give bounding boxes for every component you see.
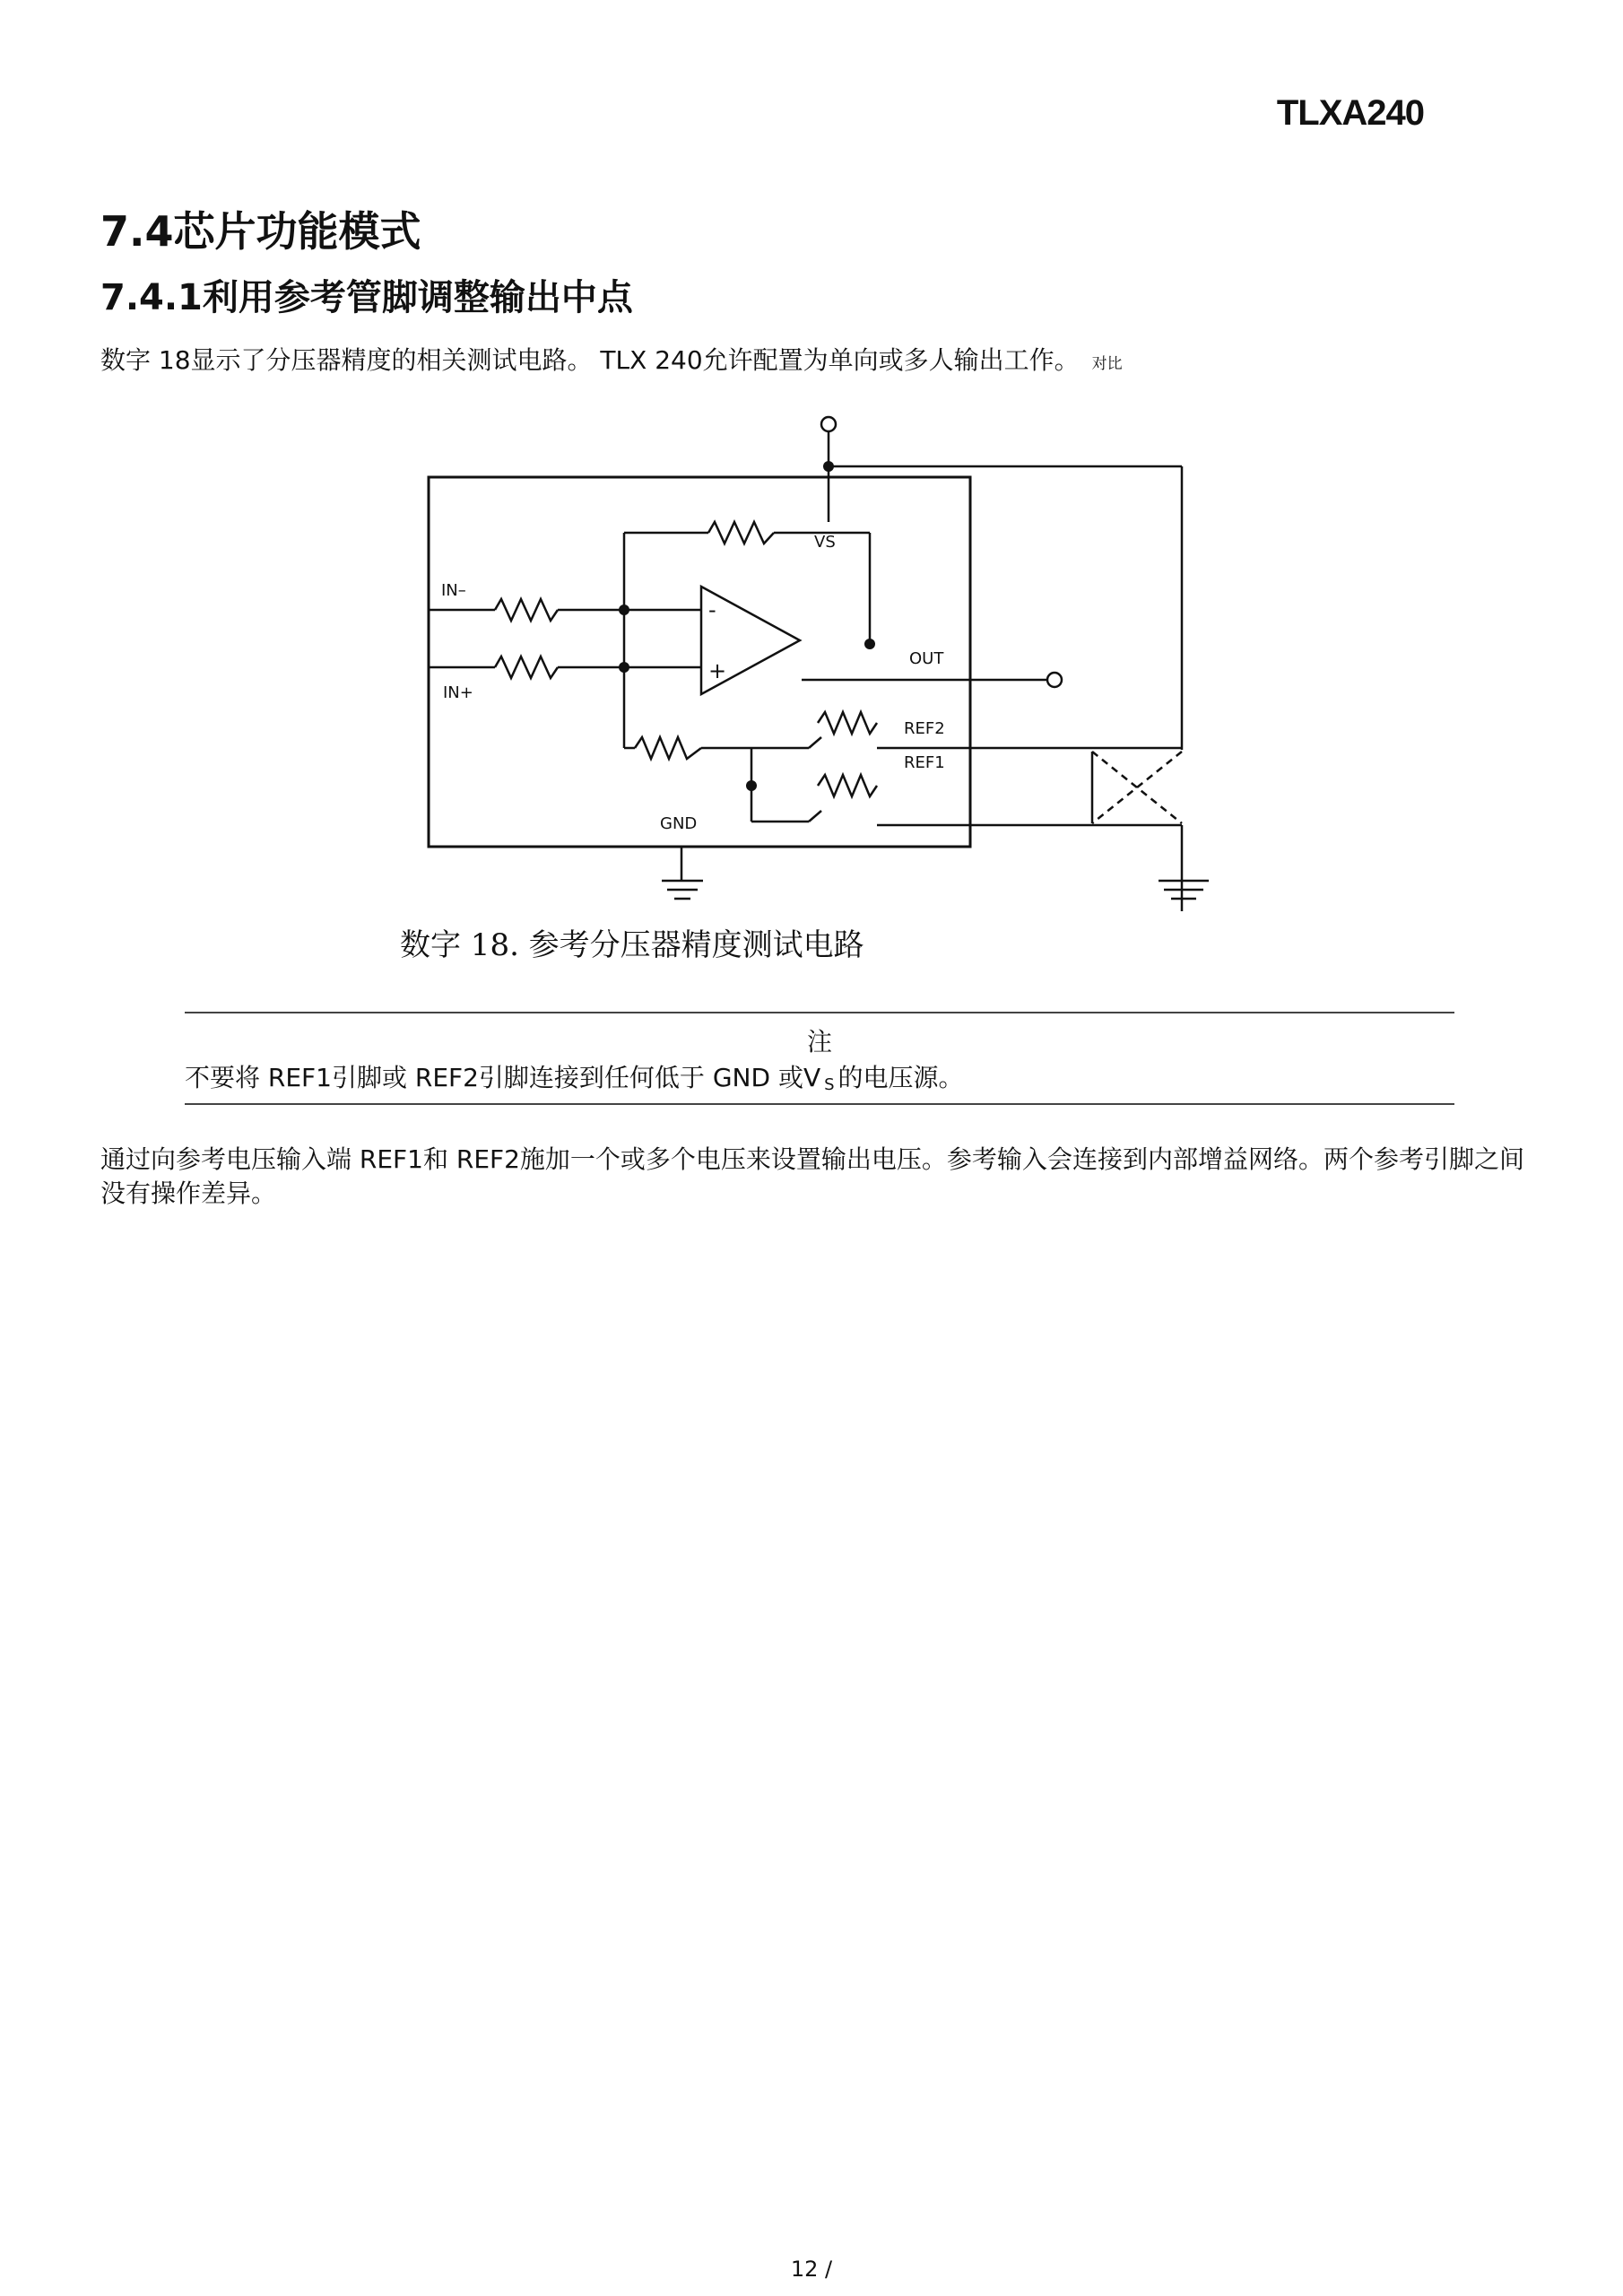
label-op-plus: + bbox=[708, 658, 727, 683]
note-title: 注 bbox=[806, 1027, 832, 1057]
in-plus-resistor bbox=[495, 657, 558, 678]
label-gnd: GND bbox=[660, 814, 698, 833]
vs-terminal bbox=[821, 417, 836, 431]
note-text-before: 不要将 REF1引脚或 REF2引脚连接到任何低于 GND 或V bbox=[185, 1063, 821, 1092]
section-title: 7.4芯片功能模式 bbox=[100, 207, 421, 256]
label-in-minus: IN– bbox=[441, 581, 466, 600]
label-ref2: REF2 bbox=[904, 719, 945, 738]
circuit-diagram bbox=[0, 0, 1623, 951]
ref1-resistor bbox=[818, 775, 877, 796]
note-text-after: 的电压源。 bbox=[838, 1063, 964, 1092]
page-number: 12 / bbox=[790, 2257, 833, 2282]
subsection-title: 7.4.1利用参考管脚调整输出中点 bbox=[100, 277, 633, 318]
note-text bbox=[185, 1058, 964, 1094]
label-vs: VS bbox=[814, 533, 836, 552]
in-minus-resistor bbox=[495, 599, 558, 621]
label-op-minus: - bbox=[708, 597, 716, 622]
label-out: OUT bbox=[909, 649, 944, 668]
note-subscript: S bbox=[824, 1075, 835, 1094]
circuit-figure bbox=[0, 0, 1623, 951]
label-ref1: REF1 bbox=[904, 753, 945, 772]
note-box bbox=[185, 1012, 1454, 1105]
ref2-resistor bbox=[818, 712, 877, 734]
document-id: TLXA240 bbox=[1276, 93, 1424, 133]
out-terminal bbox=[1047, 673, 1062, 687]
label-in-plus: IN+ bbox=[443, 683, 473, 702]
figure-caption: 数字 18. 参考分压器精度测试电路 bbox=[400, 927, 864, 963]
intro-small-text: 对比 bbox=[1091, 354, 1123, 373]
body-paragraph: 通过向参考电压输入端 REF1和 REF2施加一个或多个电压来设置输出电压。参考输入会连接到内部增益网络。两个参考引脚之间没有操作差异。 bbox=[100, 1144, 1524, 1208]
divider-resistor bbox=[635, 737, 701, 759]
feedback-resistor bbox=[708, 522, 774, 544]
intro-text: 数字 18显示了分压器精度的相关测试电路。 TLX 240允许配置为单向或多人输出工作。 bbox=[100, 345, 1080, 375]
